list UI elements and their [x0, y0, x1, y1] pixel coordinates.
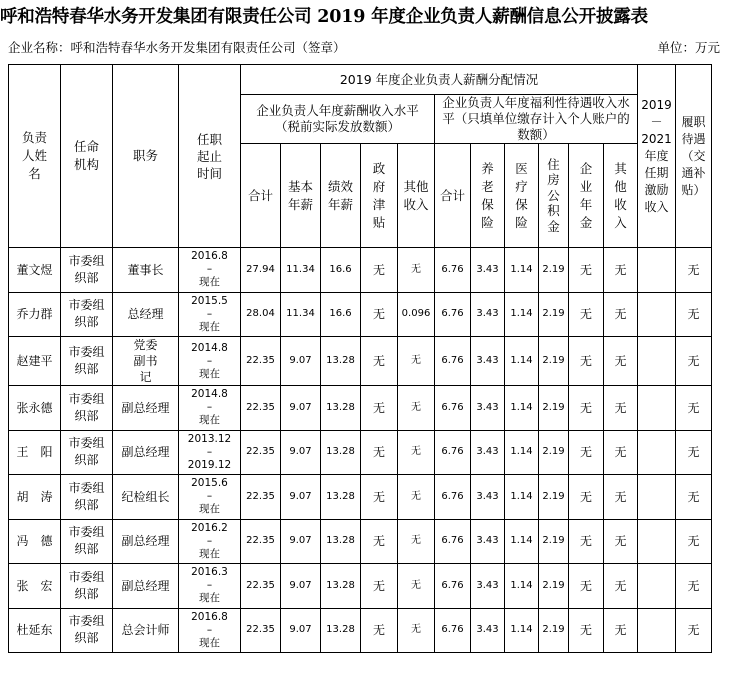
cell-w-total: 6.76 — [435, 608, 471, 653]
period-sep: – — [206, 623, 213, 636]
cell-total: 22.35 — [241, 475, 281, 520]
cell-perf: 13.28 — [321, 519, 361, 564]
cell-incentive — [638, 248, 676, 293]
cell-housing: 2.19 — [539, 337, 569, 386]
header-position — [113, 65, 179, 248]
table-row — [9, 292, 712, 337]
header-perf-text: 绩效年薪 — [327, 178, 353, 212]
cell-perk: 无 — [676, 337, 712, 386]
cell-housing: 2.19 — [539, 386, 569, 431]
period-sep: – — [206, 490, 213, 503]
header-welfare-group-text: 企业负责人年度福利性待遇收入水平（只填单位缴存计入个人账户的数额） — [442, 95, 630, 142]
unit-label: 单位：万元 — [657, 40, 720, 55]
cell-base: 9.07 — [281, 519, 321, 564]
cell-other: 无 — [398, 475, 435, 520]
cell-w-other: 无 — [604, 608, 638, 653]
table-row — [9, 386, 712, 431]
cell-perk: 无 — [676, 519, 712, 564]
org-text: 市委组织部 — [68, 298, 105, 330]
header-medical — [505, 144, 539, 248]
header-welfare-group — [435, 95, 638, 144]
header-name-text: 负责人姓名 — [21, 130, 47, 181]
cell-medical: 1.14 — [505, 475, 539, 520]
period-end: 现在 — [199, 367, 220, 380]
cell-w-other: 无 — [604, 564, 638, 609]
cell-position: 总经理 — [113, 292, 179, 337]
cell-total: 28.04 — [241, 292, 281, 337]
period-sep: – — [206, 445, 213, 458]
cell-position: 总会计师 — [113, 608, 179, 653]
cell-medical: 1.14 — [505, 430, 539, 475]
cell-gov: 无 — [361, 475, 398, 520]
table-row — [9, 519, 712, 564]
cell-incentive — [638, 564, 676, 609]
cell-other: 无 — [398, 608, 435, 653]
cell-org — [61, 564, 113, 609]
header-period — [179, 65, 241, 248]
period-start: 2016.8 — [191, 250, 228, 263]
cell-name: 冯 德 — [9, 519, 61, 564]
period-end: 现在 — [199, 592, 220, 605]
cell-incentive — [638, 386, 676, 431]
table-row — [9, 337, 712, 386]
cell-gov: 无 — [361, 386, 398, 431]
period-sep: – — [206, 579, 213, 592]
period-sep: – — [206, 263, 213, 276]
cell-housing: 2.19 — [539, 608, 569, 653]
cell-name: 赵建平 — [9, 337, 61, 386]
cell-w-total: 6.76 — [435, 564, 471, 609]
position-text: 党委副书记 — [133, 338, 158, 384]
cell-perf: 13.28 — [321, 475, 361, 520]
period-start: 2015.5 — [191, 294, 228, 307]
cell-housing: 2.19 — [539, 519, 569, 564]
cell-annuity: 无 — [569, 564, 604, 609]
header-other — [398, 144, 435, 248]
salary-disclosure-table — [8, 64, 712, 653]
cell-perf: 13.28 — [321, 386, 361, 431]
cell-w-total: 6.76 — [435, 248, 471, 293]
header-period-text: 任职起止时间 — [196, 131, 222, 181]
cell-base: 11.34 — [281, 248, 321, 293]
cell-other: 无 — [398, 386, 435, 431]
cell-gov: 无 — [361, 519, 398, 564]
cell-gov: 无 — [361, 248, 398, 293]
period-start: 2016.2 — [191, 521, 228, 534]
period-end: 现在 — [199, 276, 220, 289]
cell-pension: 3.43 — [471, 386, 505, 431]
cell-medical: 1.14 — [505, 519, 539, 564]
cell-position: 副总经理 — [113, 564, 179, 609]
period-end: 现在 — [199, 414, 220, 427]
cell-medical: 1.14 — [505, 564, 539, 609]
cell-perk: 无 — [676, 475, 712, 520]
cell-annuity: 无 — [569, 475, 604, 520]
cell-perf: 13.28 — [321, 430, 361, 475]
cell-gov: 无 — [361, 292, 398, 337]
header-pension-text: 养老保险 — [481, 160, 494, 230]
cell-org — [61, 248, 113, 293]
cell-w-total: 6.76 — [435, 430, 471, 475]
cell-incentive — [638, 519, 676, 564]
cell-total: 22.35 — [241, 519, 281, 564]
period-sep: – — [206, 307, 213, 320]
cell-annuity: 无 — [569, 608, 604, 653]
cell-w-total: 6.76 — [435, 519, 471, 564]
cell-pension: 3.43 — [471, 519, 505, 564]
header-org-text: 任命机构 — [73, 139, 99, 172]
cell-org — [61, 337, 113, 386]
cell-base: 9.07 — [281, 608, 321, 653]
cell-pension: 3.43 — [471, 248, 505, 293]
period-sep: – — [206, 534, 213, 547]
header-salary-group-text: 企业负责人年度薪酬收入水平 — [256, 103, 419, 118]
cell-w-other: 无 — [604, 519, 638, 564]
table-body — [9, 248, 712, 653]
table-row — [9, 564, 712, 609]
cell-period — [179, 337, 241, 386]
period-start: 2014.8 — [191, 341, 228, 354]
cell-pension: 3.43 — [471, 430, 505, 475]
org-text: 市委组织部 — [68, 480, 105, 512]
cell-total: 22.35 — [241, 337, 281, 386]
cell-period — [179, 519, 241, 564]
cell-period — [179, 475, 241, 520]
cell-pension: 3.43 — [471, 608, 505, 653]
cell-base: 9.07 — [281, 386, 321, 431]
cell-other: 无 — [398, 430, 435, 475]
page-title: 呼和浩特春华水务开发集团有限责任公司 2019 年度企业负责人薪酬信息公开披露表 — [0, 7, 648, 27]
cell-other: 无 — [398, 337, 435, 386]
cell-perf: 13.28 — [321, 608, 361, 653]
cell-housing: 2.19 — [539, 475, 569, 520]
cell-w-other: 无 — [604, 337, 638, 386]
org-text: 市委组织部 — [68, 436, 105, 468]
header-other-text: 其他收入 — [403, 178, 429, 212]
cell-name: 张 宏 — [9, 564, 61, 609]
cell-housing: 2.19 — [539, 564, 569, 609]
cell-housing: 2.19 — [539, 248, 569, 293]
cell-annuity: 无 — [569, 386, 604, 431]
cell-total: 22.35 — [241, 608, 281, 653]
header-medical-text: 医疗保险 — [515, 160, 528, 230]
cell-pension: 3.43 — [471, 475, 505, 520]
table-row — [9, 248, 712, 293]
cell-other: 0.096 — [398, 292, 435, 337]
header-gov — [361, 144, 398, 248]
cell-position: 副总经理 — [113, 386, 179, 431]
header-perk-text: 履职待遇（交通补贴） — [681, 114, 706, 197]
cell-annuity: 无 — [569, 248, 604, 293]
cell-period — [179, 248, 241, 293]
header-position-text: 职务 — [132, 148, 158, 163]
cell-org — [61, 475, 113, 520]
header-w-other-text: 其他收入 — [614, 160, 627, 230]
cell-name: 乔力群 — [9, 292, 61, 337]
header-annuity — [569, 144, 604, 248]
cell-medical: 1.14 — [505, 386, 539, 431]
cell-base: 11.34 — [281, 292, 321, 337]
cell-total: 22.35 — [241, 430, 281, 475]
cell-position: 副总经理 — [113, 430, 179, 475]
cell-org — [61, 386, 113, 431]
header-pension — [471, 144, 505, 248]
cell-w-other: 无 — [604, 292, 638, 337]
org-text: 市委组织部 — [68, 345, 105, 376]
cell-perk: 无 — [676, 292, 712, 337]
header-w-total: 合计 — [435, 144, 471, 248]
table-row — [9, 608, 712, 653]
header-base-text: 基本年薪 — [287, 178, 313, 212]
cell-total: 27.94 — [241, 248, 281, 293]
cell-other: 无 — [398, 564, 435, 609]
org-text: 市委组织部 — [68, 614, 105, 646]
period-start: 2013.12 — [187, 432, 232, 445]
cell-w-other: 无 — [604, 430, 638, 475]
cell-perf: 16.6 — [321, 248, 361, 293]
header-incentive-text: 2019－2021 年度任期激励收入 — [641, 97, 672, 214]
period-start: 2016.8 — [191, 610, 228, 623]
cell-annuity: 无 — [569, 292, 604, 337]
cell-base: 9.07 — [281, 430, 321, 475]
cell-incentive — [638, 430, 676, 475]
period-end: 现在 — [199, 503, 220, 516]
cell-incentive — [638, 608, 676, 653]
cell-name: 董文煜 — [9, 248, 61, 293]
cell-perk: 无 — [676, 248, 712, 293]
header-name — [9, 65, 61, 248]
cell-incentive — [638, 475, 676, 520]
cell-perf: 13.28 — [321, 337, 361, 386]
cell-org — [61, 519, 113, 564]
org-text: 市委组织部 — [68, 569, 105, 601]
cell-housing: 2.19 — [539, 292, 569, 337]
period-sep: – — [206, 354, 213, 367]
cell-org — [61, 608, 113, 653]
header-total: 合计 — [241, 144, 281, 248]
cell-other: 无 — [398, 519, 435, 564]
period-start: 2015.6 — [191, 477, 228, 490]
cell-org — [61, 292, 113, 337]
cell-period — [179, 564, 241, 609]
cell-total: 22.35 — [241, 386, 281, 431]
header-salary-group — [241, 95, 435, 144]
cell-perk: 无 — [676, 608, 712, 653]
cell-position: 董事长 — [113, 248, 179, 293]
period-start: 2014.8 — [191, 388, 228, 401]
cell-period — [179, 430, 241, 475]
cell-period — [179, 608, 241, 653]
cell-base: 9.07 — [281, 337, 321, 386]
org-text: 市委组织部 — [68, 525, 105, 557]
cell-annuity: 无 — [569, 430, 604, 475]
cell-w-total: 6.76 — [435, 292, 471, 337]
cell-period — [179, 292, 241, 337]
header-salary-group-sub: （税前实际发放数额） — [274, 119, 400, 134]
cell-w-other: 无 — [604, 248, 638, 293]
cell-period — [179, 386, 241, 431]
cell-total: 22.35 — [241, 564, 281, 609]
cell-pension: 3.43 — [471, 564, 505, 609]
header-perk — [676, 65, 712, 248]
cell-name: 杜延东 — [9, 608, 61, 653]
cell-perk: 无 — [676, 386, 712, 431]
period-end: 现在 — [199, 636, 220, 649]
cell-position: 副总经理 — [113, 519, 179, 564]
cell-name: 张永德 — [9, 386, 61, 431]
cell-perk: 无 — [676, 430, 712, 475]
table-row — [9, 430, 712, 475]
cell-medical: 1.14 — [505, 248, 539, 293]
cell-gov: 无 — [361, 564, 398, 609]
cell-pension: 3.43 — [471, 337, 505, 386]
period-end: 2019.12 — [187, 458, 232, 471]
cell-medical: 1.14 — [505, 608, 539, 653]
table-row — [9, 475, 712, 520]
header-annuity-text: 企业年金 — [579, 160, 593, 230]
org-text: 市委组织部 — [68, 391, 105, 423]
header-w-other — [604, 144, 638, 248]
cell-medical: 1.14 — [505, 337, 539, 386]
cell-org — [61, 430, 113, 475]
cell-perk: 无 — [676, 564, 712, 609]
cell-incentive — [638, 292, 676, 337]
cell-medical: 1.14 — [505, 292, 539, 337]
cell-gov: 无 — [361, 337, 398, 386]
cell-w-total: 6.76 — [435, 475, 471, 520]
company-name-label: 企业名称：呼和浩特春华水务开发集团有限责任公司（签章） — [8, 40, 346, 55]
period-sep: – — [206, 401, 213, 414]
cell-gov: 无 — [361, 608, 398, 653]
cell-incentive — [638, 337, 676, 386]
cell-annuity: 无 — [569, 337, 604, 386]
header-base — [281, 144, 321, 248]
header-group: 2019 年度企业负责人薪酬分配情况 — [241, 65, 638, 95]
cell-position: 纪检组长 — [113, 475, 179, 520]
header-perf — [321, 144, 361, 248]
header-org — [61, 65, 113, 248]
cell-w-other: 无 — [604, 475, 638, 520]
cell-w-total: 6.76 — [435, 386, 471, 431]
cell-base: 9.07 — [281, 475, 321, 520]
cell-base: 9.07 — [281, 564, 321, 609]
cell-position — [113, 337, 179, 386]
header-gov-text: 政府津贴 — [372, 160, 386, 230]
cell-perf: 16.6 — [321, 292, 361, 337]
cell-housing: 2.19 — [539, 430, 569, 475]
period-end: 现在 — [199, 547, 220, 560]
header-incentive — [638, 65, 676, 248]
cell-gov: 无 — [361, 430, 398, 475]
cell-perf: 13.28 — [321, 564, 361, 609]
period-end: 现在 — [199, 320, 220, 333]
header-housing-text: 住房公积金 — [547, 156, 560, 234]
cell-name: 胡 涛 — [9, 475, 61, 520]
period-start: 2016.3 — [191, 566, 228, 579]
cell-w-total: 6.76 — [435, 337, 471, 386]
cell-name: 王 阳 — [9, 430, 61, 475]
cell-pension: 3.43 — [471, 292, 505, 337]
cell-w-other: 无 — [604, 386, 638, 431]
header-housing — [539, 144, 569, 248]
cell-other: 无 — [398, 248, 435, 293]
org-text: 市委组织部 — [68, 253, 105, 285]
cell-annuity: 无 — [569, 519, 604, 564]
